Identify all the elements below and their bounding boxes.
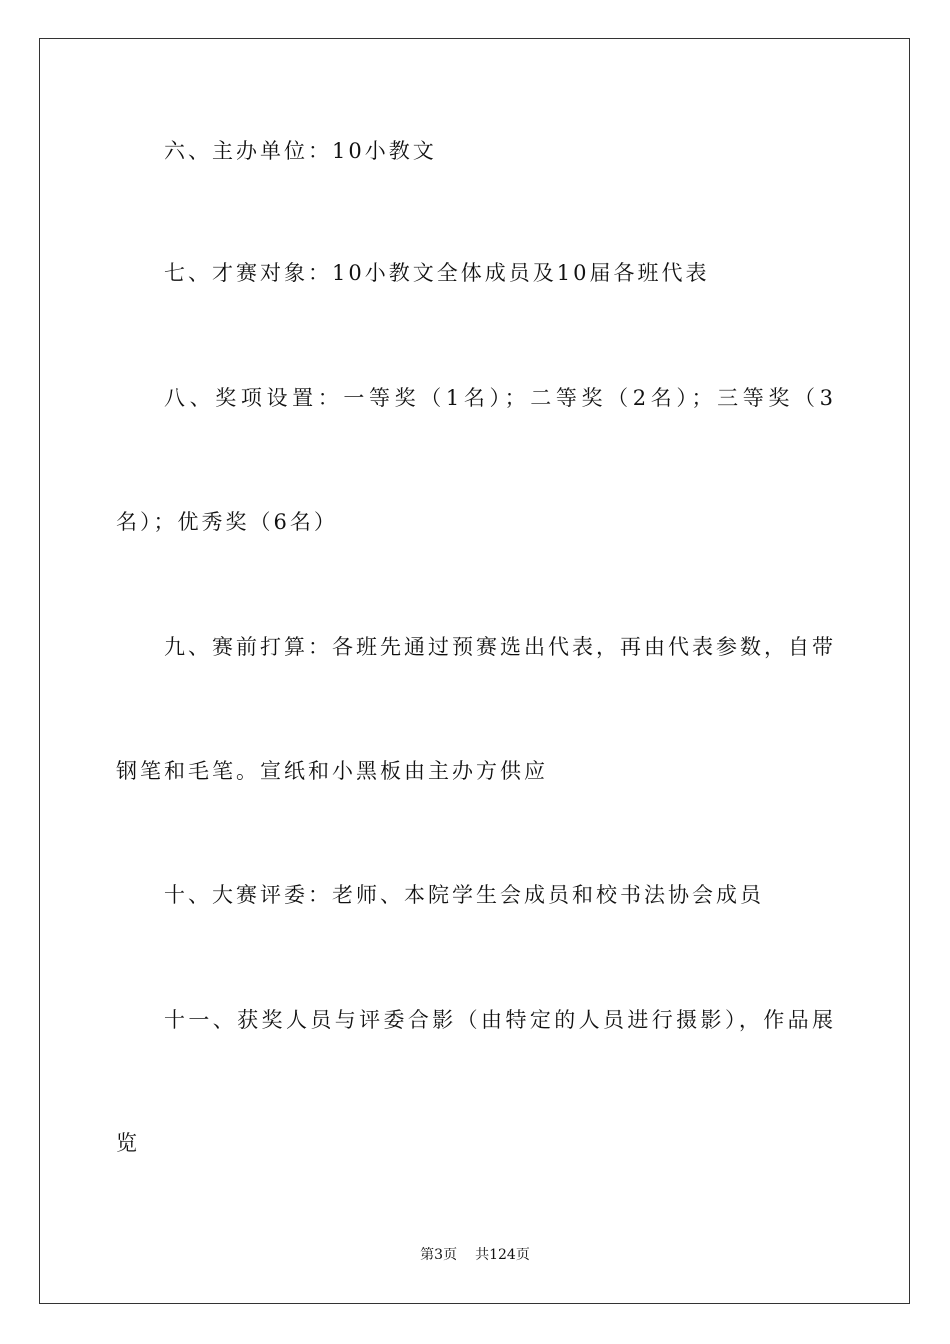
total-page-count: 共124页 <box>475 1247 530 1263</box>
page-footer <box>0 1245 950 1265</box>
page-border <box>39 38 910 1304</box>
line-participants: 七、才赛对象：10小教文全体成员及10届各班代表 <box>164 261 710 285</box>
line-judges: 十、大赛评委：老师、本院学生会成员和校书法协会成员 <box>164 883 764 907</box>
line-awards: 八、奖项设置：一等奖（1名）；二等奖（2名）；三等奖（3 <box>164 386 836 410</box>
current-page-number: 第3页 <box>420 1247 458 1263</box>
line-photo-exhibition-continued: 览 <box>116 1131 140 1155</box>
line-awards-continued: 名）；优秀奖（6名） <box>116 510 338 534</box>
line-preparation-continued: 钢笔和毛笔。宣纸和小黑板由主办方供应 <box>116 759 548 783</box>
line-organizer: 六、主办单位：10小教文 <box>164 139 437 163</box>
line-preparation: 九、赛前打算：各班先通过预赛选出代表，再由代表参数，自带 <box>164 635 836 659</box>
line-photo-exhibition: 十一、获奖人员与评委合影（由特定的人员进行摄影），作品展 <box>164 1008 836 1032</box>
